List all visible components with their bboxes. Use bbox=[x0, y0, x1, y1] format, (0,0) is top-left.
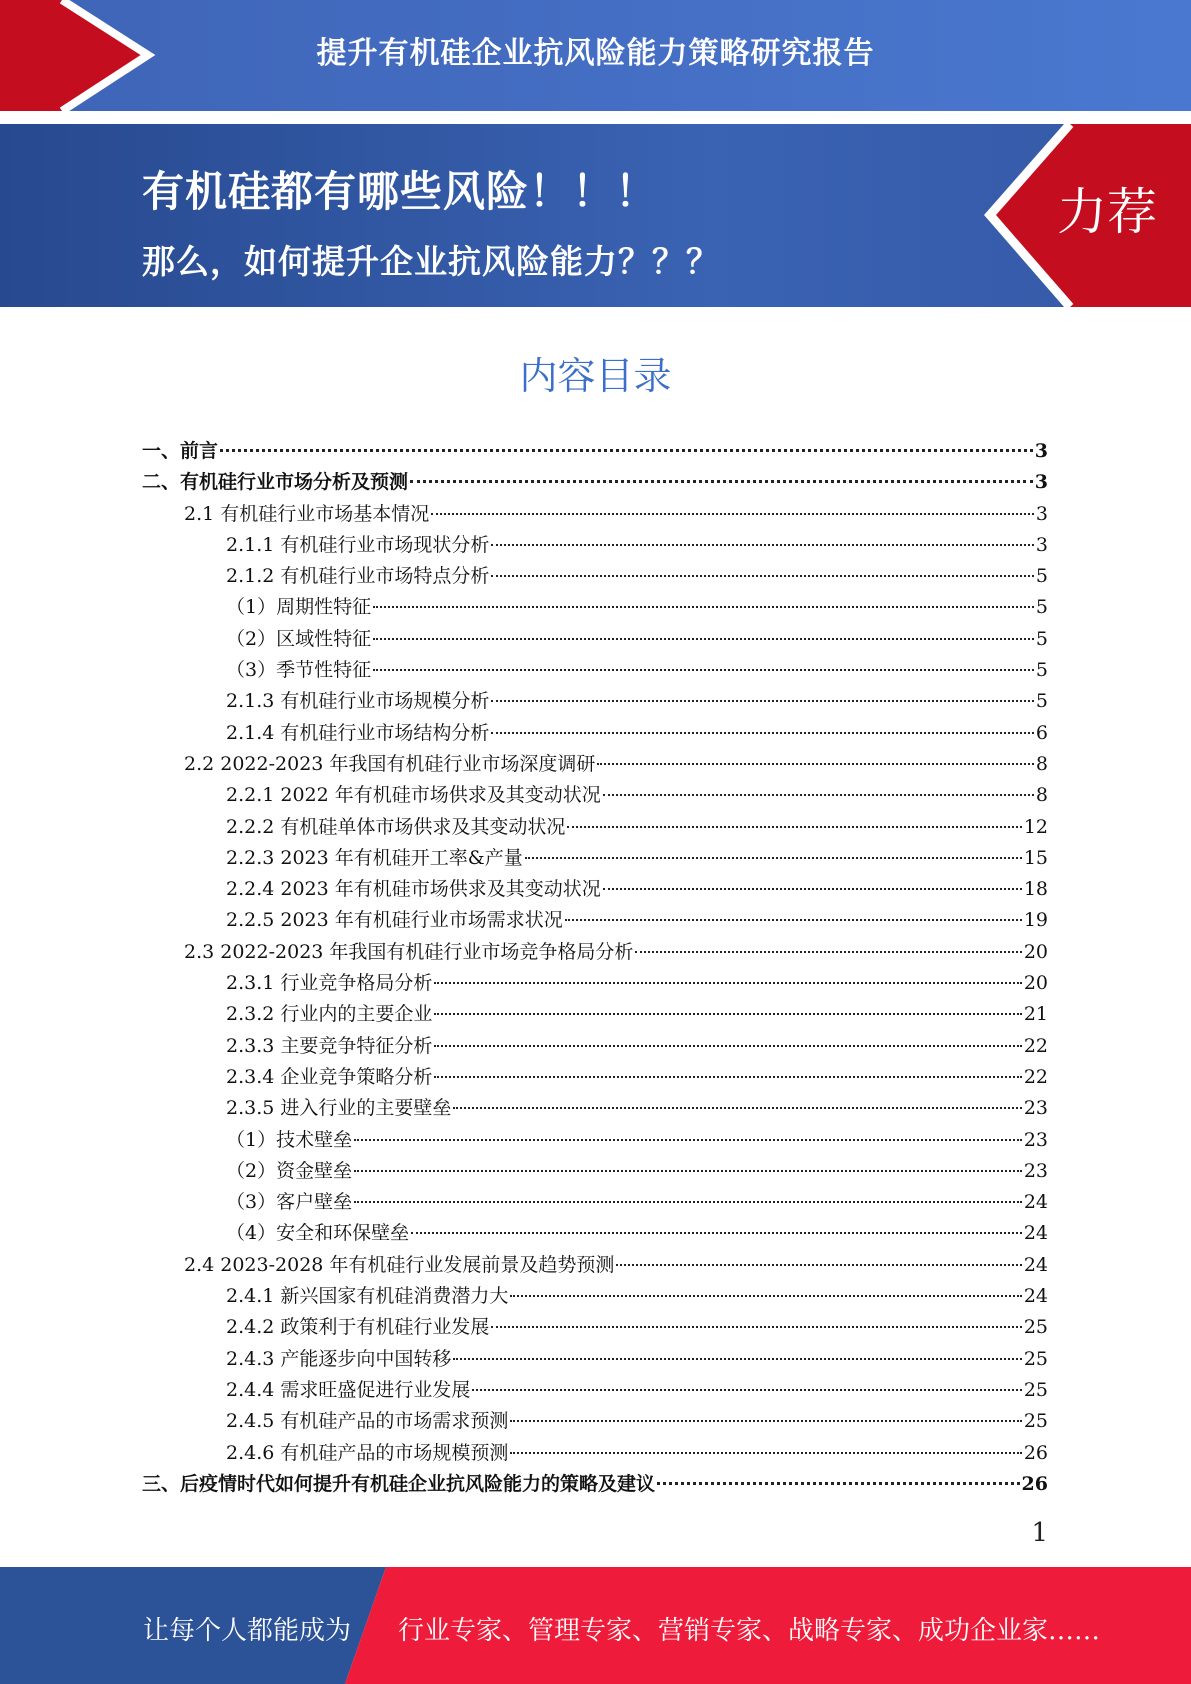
toc-entry-page: 3 bbox=[1035, 533, 1048, 556]
toc-dot-leader bbox=[491, 575, 1034, 577]
toc-entry-page: 5 bbox=[1035, 596, 1048, 619]
toc-entry[interactable] bbox=[142, 1187, 1048, 1218]
toc-entry-label: （4）安全和环保壁垒 bbox=[226, 1222, 410, 1245]
toc-dot-leader bbox=[657, 1482, 1020, 1485]
toc-dot-leader bbox=[434, 1045, 1021, 1047]
toc-entry-label: （1）技术壁垒 bbox=[226, 1128, 353, 1151]
toc-entry-label: 2.2.3 2023 年有机硅开工率&产量 bbox=[226, 846, 523, 869]
toc-dot-leader bbox=[453, 1107, 1021, 1109]
toc-entry[interactable] bbox=[142, 1093, 1048, 1124]
toc-dot-leader bbox=[410, 480, 1033, 483]
toc-entry[interactable] bbox=[142, 436, 1048, 467]
toc-entry-page: 12 bbox=[1023, 815, 1048, 838]
toc-dot-leader bbox=[565, 919, 1022, 921]
toc-entry[interactable] bbox=[142, 937, 1048, 968]
toc-dot-leader bbox=[635, 951, 1021, 953]
toc-dot-leader bbox=[220, 449, 1033, 452]
toc-title: 内容目录 bbox=[519, 354, 672, 398]
toc-entry[interactable] bbox=[142, 812, 1048, 843]
toc-entry-page: 8 bbox=[1035, 784, 1048, 807]
toc-entry-label: 2.2.4 2023 年有机硅市场供求及其变动状况 bbox=[226, 878, 601, 901]
toc-entry[interactable] bbox=[142, 905, 1048, 936]
top-header bbox=[0, 0, 1191, 111]
toc-dot-leader bbox=[510, 1420, 1021, 1422]
toc-entry-label: 2.1.1 有机硅行业市场现状分析 bbox=[226, 533, 490, 556]
toc-dot-leader bbox=[472, 1389, 1021, 1391]
toc-entry[interactable] bbox=[142, 1375, 1048, 1406]
toc-entry[interactable] bbox=[142, 592, 1048, 623]
footer bbox=[0, 1567, 1191, 1684]
toc-entry[interactable] bbox=[142, 530, 1048, 561]
toc-entry-page: 5 bbox=[1035, 659, 1048, 682]
toc-entry-label: （2）资金壁垒 bbox=[226, 1159, 353, 1182]
toc-entry[interactable] bbox=[142, 999, 1048, 1030]
toc-dot-leader bbox=[603, 794, 1034, 796]
toc-entry-page: 24 bbox=[1023, 1253, 1048, 1276]
toc-entry-label: 2.1.2 有机硅行业市场特点分析 bbox=[226, 565, 490, 588]
toc-entry[interactable] bbox=[142, 1156, 1048, 1187]
toc-entry[interactable] bbox=[142, 686, 1048, 717]
toc-entry-page: 19 bbox=[1023, 909, 1048, 932]
toc-dot-leader bbox=[491, 544, 1034, 546]
toc-entry-label: 2.3.1 行业竞争格局分析 bbox=[226, 972, 433, 995]
toc-entry-label: 2.3.4 企业竞争策略分析 bbox=[226, 1065, 433, 1088]
toc-dot-leader bbox=[491, 1326, 1021, 1328]
toc-dot-leader bbox=[354, 1170, 1022, 1172]
toc-entry-page: 5 bbox=[1035, 690, 1048, 713]
toc-entry-label: 二、有机硅行业市场分析及预测 bbox=[142, 471, 409, 494]
toc-entry-label: （3）客户壁垒 bbox=[226, 1191, 353, 1214]
toc-entry-page: 23 bbox=[1023, 1097, 1048, 1120]
footer-slogan-left: 让每个人都能成为 bbox=[143, 1616, 352, 1646]
toc-entry-label: 2.4.4 需求旺盛促进行业发展 bbox=[226, 1378, 471, 1401]
toc-dot-leader bbox=[491, 700, 1034, 702]
toc-entry-label: 三、后疫情时代如何提升有机硅企业抗风险能力的策略及建议 bbox=[142, 1472, 656, 1495]
toc-entry-label: 2.1 有机硅行业市场基本情况 bbox=[184, 502, 430, 525]
toc-entry[interactable] bbox=[142, 467, 1048, 498]
recommend-badge: 力荐 bbox=[1057, 183, 1157, 241]
toc-dot-leader bbox=[411, 1232, 1022, 1234]
toc-dot-leader bbox=[453, 1358, 1021, 1360]
toc-entry[interactable] bbox=[142, 1031, 1048, 1062]
toc-dot-leader bbox=[434, 1013, 1021, 1015]
toc-entry-label: 2.4.3 产能逐步向中国转移 bbox=[226, 1347, 452, 1370]
toc-entry-label: 2.4.2 政策利于有机硅行业发展 bbox=[226, 1316, 490, 1339]
toc-entry-label: 2.1.4 有机硅行业市场结构分析 bbox=[226, 721, 490, 744]
toc-entry[interactable] bbox=[142, 624, 1048, 655]
toc-dot-leader bbox=[597, 763, 1033, 765]
toc-dot-leader bbox=[603, 888, 1022, 890]
toc-entry-label: 一、前言 bbox=[142, 440, 219, 462]
toc-entry[interactable] bbox=[142, 718, 1048, 749]
toc-entry-page: 20 bbox=[1023, 940, 1048, 963]
toc-entry-label: 2.2.1 2022 年有机硅市场供求及其变动状况 bbox=[226, 784, 601, 807]
toc-dot-leader bbox=[373, 638, 1034, 640]
toc-entry-page: 23 bbox=[1023, 1159, 1048, 1182]
toc-entry-page: 26 bbox=[1023, 1441, 1048, 1464]
toc-dot-leader bbox=[373, 669, 1034, 671]
toc-entry[interactable] bbox=[142, 749, 1048, 780]
toc-entry-page: 5 bbox=[1035, 565, 1048, 588]
toc-dot-leader bbox=[354, 1139, 1022, 1141]
toc-entry-page: 23 bbox=[1023, 1128, 1048, 1151]
toc-entry[interactable] bbox=[142, 1250, 1048, 1281]
toc-entry-page: 3 bbox=[1035, 502, 1048, 525]
toc-entry-page: 3 bbox=[1034, 440, 1048, 462]
toc-entry-label: （3）季节性特征 bbox=[226, 659, 372, 682]
toc-list bbox=[142, 436, 1048, 1500]
toc-entry-label: 2.2 2022-2023 年我国有机硅行业市场深度调研 bbox=[184, 752, 596, 775]
toc-entry[interactable] bbox=[142, 1218, 1048, 1249]
toc-dot-leader bbox=[491, 732, 1034, 734]
toc-entry-page: 6 bbox=[1035, 721, 1048, 744]
toc-entry-label: 2.4 2023-2028 年有机硅行业发展前景及趋势预测 bbox=[184, 1253, 615, 1276]
toc-entry[interactable] bbox=[142, 1344, 1048, 1375]
toc-entry[interactable] bbox=[142, 1406, 1048, 1437]
toc-entry-page: 5 bbox=[1035, 627, 1048, 650]
promo-banner bbox=[0, 124, 1191, 307]
toc-entry-label: 2.3.2 行业内的主要企业 bbox=[226, 1003, 433, 1026]
toc-entry-page: 25 bbox=[1023, 1410, 1048, 1433]
toc-entry[interactable] bbox=[142, 655, 1048, 686]
toc-entry-page: 26 bbox=[1021, 1472, 1048, 1495]
page-number: 1 bbox=[1031, 1518, 1048, 1548]
report-title: 提升有机硅企业抗风险能力策略研究报告 bbox=[316, 36, 875, 71]
toc-entry-page: 20 bbox=[1023, 972, 1048, 995]
toc-entry-label: 2.4.6 有机硅产品的市场规模预测 bbox=[226, 1441, 509, 1464]
toc-entry[interactable] bbox=[142, 1062, 1048, 1093]
toc-entry-page: 18 bbox=[1023, 878, 1048, 901]
toc-entry-label: 2.3.5 进入行业的主要壁垒 bbox=[226, 1097, 452, 1120]
toc-entry-page: 8 bbox=[1035, 752, 1048, 775]
toc-dot-leader bbox=[510, 1452, 1021, 1454]
toc-dot-leader bbox=[616, 1264, 1021, 1266]
toc-entry-page: 25 bbox=[1023, 1347, 1048, 1370]
footer-slogan-right: 行业专家、管理专家、营销专家、战略专家、成功企业家…… bbox=[398, 1616, 1101, 1646]
toc-entry-page: 25 bbox=[1023, 1378, 1048, 1401]
toc-entry-page: 21 bbox=[1023, 1003, 1048, 1026]
toc-entry-label: 2.3.3 主要竞争特征分析 bbox=[226, 1034, 433, 1057]
toc-dot-leader bbox=[525, 857, 1022, 859]
toc-entry[interactable] bbox=[142, 874, 1048, 905]
toc-entry-label: 2.3 2022-2023 年我国有机硅行业市场竞争格局分析 bbox=[184, 940, 634, 963]
toc-entry-label: 2.2.5 2023 年有机硅行业市场需求状况 bbox=[226, 909, 563, 932]
toc-entry-label: （2）区域性特征 bbox=[226, 627, 372, 650]
toc-dot-leader bbox=[434, 1076, 1021, 1078]
toc-dot-leader bbox=[354, 1201, 1022, 1203]
toc-entry[interactable] bbox=[142, 561, 1048, 592]
toc-entry-label: 2.4.5 有机硅产品的市场需求预测 bbox=[226, 1410, 509, 1433]
toc-entry[interactable] bbox=[142, 1312, 1048, 1343]
toc-entry[interactable] bbox=[142, 843, 1048, 874]
toc-entry-page: 22 bbox=[1023, 1034, 1048, 1057]
toc-entry-page: 15 bbox=[1023, 846, 1048, 869]
banner-subheadline: 那么，如何提升企业抗风险能力？？？ bbox=[142, 242, 720, 281]
toc-entry[interactable] bbox=[142, 968, 1048, 999]
toc-entry-page: 24 bbox=[1023, 1285, 1048, 1308]
toc-dot-leader bbox=[567, 826, 1021, 828]
toc-entry-label: 2.4.1 新兴国家有机硅消费潜力大 bbox=[226, 1285, 509, 1308]
toc-entry[interactable] bbox=[142, 499, 1048, 530]
toc-entry-page: 3 bbox=[1034, 471, 1048, 494]
toc-entry-label: （1）周期性特征 bbox=[226, 596, 372, 619]
toc-entry[interactable] bbox=[142, 1438, 1048, 1469]
toc-entry-page: 25 bbox=[1023, 1316, 1048, 1339]
toc-entry[interactable] bbox=[142, 1469, 1048, 1500]
toc-dot-leader bbox=[434, 982, 1021, 984]
toc-dot-leader bbox=[373, 606, 1034, 608]
toc-entry[interactable] bbox=[142, 1281, 1048, 1312]
toc-entry[interactable] bbox=[142, 1125, 1048, 1156]
toc-entry[interactable] bbox=[142, 780, 1048, 811]
toc-entry-label: 2.2.2 有机硅单体市场供求及其变动状况 bbox=[226, 815, 566, 838]
toc-entry-page: 24 bbox=[1023, 1222, 1048, 1245]
toc-dot-leader bbox=[510, 1295, 1021, 1297]
toc-entry-page: 22 bbox=[1023, 1065, 1048, 1088]
toc-entry-page: 24 bbox=[1023, 1191, 1048, 1214]
banner-headline: 有机硅都有哪些风险！！！ bbox=[142, 167, 659, 216]
toc-dot-leader bbox=[431, 513, 1034, 515]
toc-entry-label: 2.1.3 有机硅行业市场规模分析 bbox=[226, 690, 490, 713]
